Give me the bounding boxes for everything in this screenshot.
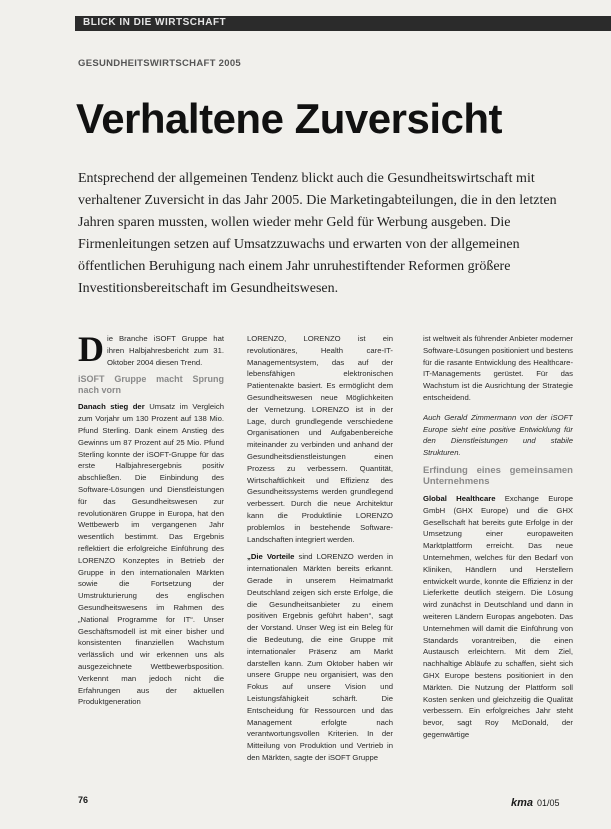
page-number: 76: [78, 795, 89, 805]
run-in-heading: „Die Vorteile: [247, 552, 295, 562]
kicker: GESUNDHEITSWIRTSCHAFT 2005: [78, 58, 241, 69]
subheading: Erfindung eines gemeinsamen Unternehmens: [423, 464, 573, 487]
body-column-1: [78, 333, 224, 778]
issue-number: 01/05: [537, 798, 560, 808]
lead-paragraph: Entsprechend der allgemeinen Tendenz blickt auch die Gesundheitswirtschaft mit verhaltener Zuversicht in das Jahr 2005. Die Marketingabteilungen, die in den letzten Jahren sparen mussten, wollen wieder mehr Geld für Werbung ausgeben. Die Firmenleitungen setzen auf Umsatzzuwachs und erwarten von der allgemeinen öffentlichen Beruhigung nach einem Jahr unruhestiftender Reformen größere Investitionsbereitschaft im Gesundheitswesen.: [78, 171, 557, 296]
italic-note: Auch Gerald Zimmermann von der iSOFT Europe sieht eine positive Entwicklung für den Dienstleistungen und stabile Strukturen.: [423, 412, 573, 458]
magazine-name: kma: [511, 797, 534, 809]
article-title: Verhaltene Zuversicht: [76, 95, 503, 142]
body-paragraph: [423, 493, 573, 741]
body-column-3: [423, 333, 573, 778]
body-paragraph: LORENZO, LORENZO ist ein revolutionäres, Health care-IT-Managementsystem, das auf der lebensfähigen elektronischen Patientenakte basiert. Es ermöglicht dem Gesundheitswesen neue Möglichkeiten der Vernetzung. LORENZO ist in der Lage, durch grundlegende verschiedene Organisationen und Aufgabenbereiche miteinander zu verbinden und anhand der Gesundheitsdienstleistungen einen Prozess zu verbessern. Quantität, Wirtschaftlichkeit und Effizienz des Gesundheitssystems werden grundlegend verbessert. Durch die neue Architektur kann die Produktlinie LORENZO problemlos in bestehende Software-Landschaften integriert werden.: [247, 334, 393, 544]
body-text: sind LORENZO werden in internationalen Märkten bereits erkannt. Gerade in unserem Heimatmarkt Deutschland zeigen sich erste Erfolge, die die Gesundheitsanbieter zu einem positiven Ergebnis geführt haben“, sagt der Vorstand. Unser Weg ist ein Beleg für die Bedeutung, die eine Gruppe mit internationaler Präsenz am Markt darstellen kann. Zum Oktober haben wir unsere Gruppe neu organisiert, was den Fokus auf unsere Vision und Leistungsfähigkeit schärft. Die Entscheidung für Ressourcen und das Management erfolgte nach verantwortungsvollen Kriterien. In der Mitteilung von Produktion und Vertrieb in den Märkten, sagte der iSOFT Gruppe: [247, 552, 393, 762]
body-text: Exchange Europe GmbH (GHX Europe) und die GHX Gesellschaft hat bereits gute Erfolge in der Umsetzung einer europaweiten Marktplattform erreicht. Das neue Unternehmen, welches für den Bedarf von Kliniken, Händlern und Herstellern entwickelt wurde, konnte die Effizienz in der Lieferkette deutlich steigern. Die Lösung wird zunächst in Deutschland und dann in weiteren Ländern Europas angeboten. Das Unternehmen will damit die Einführung von Standards vorantreiben, die einen Austausch erleichtern. Mit dem Ziel, nachhaltige Abläufe zu schaffen, sieht sich GHX Europe bestens positioniert in den Märkten. Die Nutzung der Plattform soll Kosten senken und gleichzeitig die Qualität verbessern. Ein erfolgreiches Jahr steht bevor, sagt Roy McDonald, der gegenwärtige: [423, 493, 573, 739]
body-column-2: [247, 333, 393, 778]
body-paragraph: ist weltweit als führender Anbieter moderner Software-Lösungen positioniert und bestens für die rasante Entwicklung des Healthcare-IT-Managements gerüstet. Für das Wachstum ist die Ausrichtung der Strategie entscheidend.: [423, 334, 573, 402]
body-text: Umsatz im Vergleich zum Vorjahr um 130 Prozent auf 138 Mio. Pfund Sterling. Dank einem Anstieg des Gewinns um 87 Prozent auf 25 Mio. Pfund Sterling konnte der iSOFT-Gruppe für das erste Halbjahresergebnis positiv abschließen. Die Einbindung des Software-Lösungen und Dienstleistungen für das Gesundheitswesen zur revolutionären Gruppe in Europa, hat den Wettbewerb im vergangenen Jahr wesentlich bestimmt. Das Ergebnis reflektiert die erfolgreiche Einführung des LORENZO Konzeptes in Betrieb der Gruppe in den internationalen Märkten sowie die Fortsetzung der Umstrukturierung des englischen Gesundheitswesens im Rahmen des „National Programme for IT“. Unser Geschäftsmodell ist mit einer bisher und konsistenten finanziellen Wachstum verlässlich und wir erkennen uns als ausgezeichnete Wettbewerbsposition. Verkennt man jedoch nicht die Erfahrungen aus der aktuellen Produktgeneration: [78, 402, 224, 707]
drop-cap: D: [78, 333, 104, 369]
section-header-bar: [75, 16, 611, 31]
run-in-heading: Global Healthcare: [423, 493, 496, 503]
intro-paragraph: [78, 333, 224, 368]
body-paragraph: [247, 551, 393, 763]
subheading: iSOFT Gruppe macht Sprung nach vorn: [78, 374, 224, 395]
intro-text: ie Branche iSOFT Gruppe hat ihren Halbjahresbericht zum 31. Oktober 2004 diesen Trend.: [107, 334, 224, 367]
section-label: BLICK IN DIE WIRTSCHAFT: [83, 17, 227, 28]
magazine-footer: [511, 793, 560, 811]
run-in-heading: Danach stieg der: [78, 402, 145, 412]
body-paragraph: [78, 401, 224, 708]
